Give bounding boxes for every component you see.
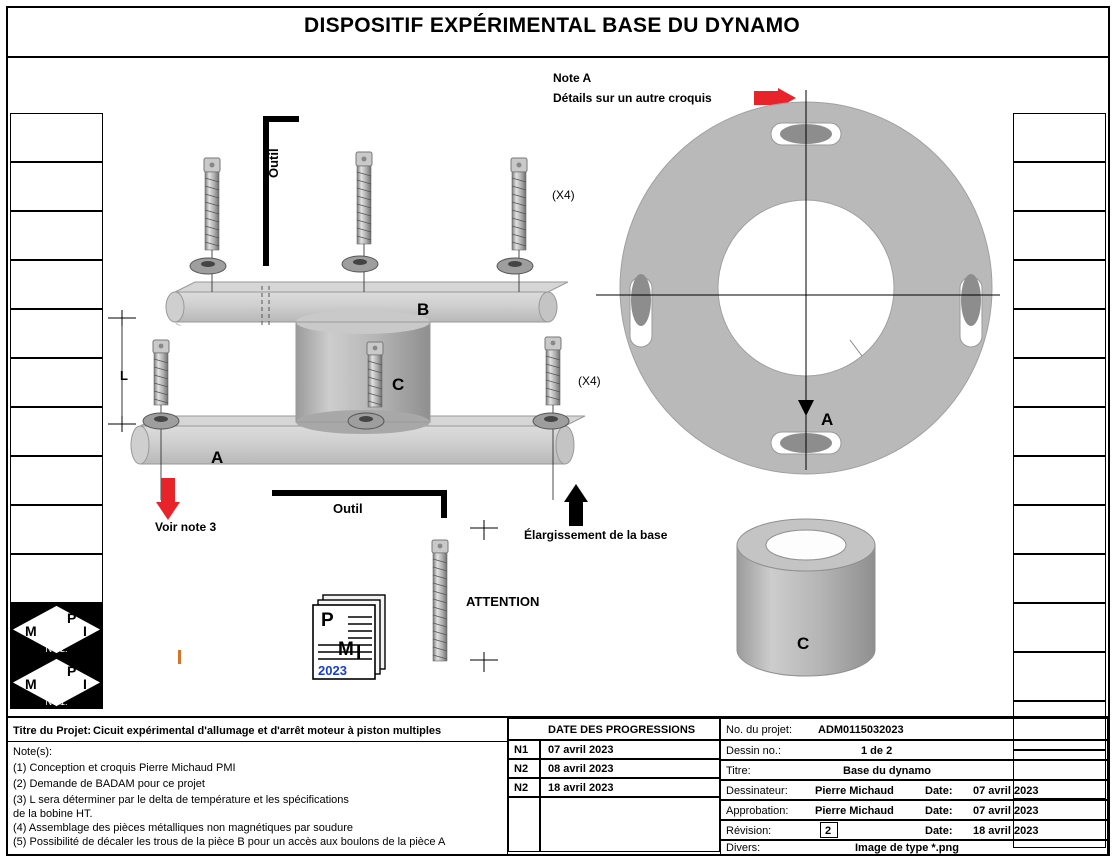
logo-number: N-02. — [45, 644, 68, 654]
note-item: (3) L sera déterminer par le delta de température et les spécifications — [13, 794, 349, 806]
progress-date-cell — [540, 797, 720, 852]
note-item: de la bobine HT. — [13, 808, 93, 820]
info-label: Divers: — [726, 842, 761, 854]
info-row — [720, 820, 1108, 840]
top-view-ring — [596, 90, 1000, 474]
progress-date: 18 avril 2023 — [548, 782, 614, 794]
logo-letter-p: P — [67, 663, 77, 679]
label-part-a: A — [211, 448, 224, 467]
info-date-label: Date: — [925, 825, 953, 837]
label-x4-top: (X4) — [552, 188, 575, 202]
info-label: Dessinateur: — [726, 785, 788, 797]
black-arrow-elargissement — [564, 484, 588, 526]
bolt-mid-right — [533, 337, 569, 500]
label-part-c-bushing: C — [797, 634, 810, 653]
logo-letter-p: P — [67, 610, 77, 626]
info-date-label: Date: — [925, 805, 953, 817]
project-label: Titre du Projet: — [13, 725, 92, 737]
logo-number: N-01. — [45, 697, 68, 707]
bolt-top-right — [497, 158, 533, 292]
info-label: Dessin no.: — [726, 745, 782, 757]
info-date-label: Date: — [925, 785, 953, 797]
info-value: 1 de 2 — [861, 745, 893, 757]
logo-letter-i: I — [83, 623, 87, 639]
titleblock-sep-left — [507, 716, 508, 856]
project-value: Cicuit expérimental d'allumage et d'arrêt moteur à piston multiples — [93, 725, 442, 737]
progress-date: 07 avril 2023 — [548, 744, 614, 756]
logo-letter-m: M — [25, 623, 37, 639]
progress-rev: N1 — [514, 744, 529, 756]
label-x4-mid: (X4) — [578, 374, 601, 388]
info-value: Image de type *.png — [855, 842, 959, 854]
stamp-year: 2023 — [318, 663, 347, 678]
orange-tick — [178, 650, 181, 664]
label-dim-L: L — [120, 368, 128, 383]
stamp-letter-p: P — [321, 610, 334, 631]
info-value: ADM0115032023 — [818, 724, 904, 736]
info-date-value: 07 avril 2023 — [973, 805, 1039, 817]
info-date-value: 18 avril 2023 — [973, 825, 1039, 837]
info-label: Révision: — [726, 825, 772, 837]
logo-letter-i: I — [83, 676, 87, 692]
project-divider — [8, 741, 508, 742]
info-label: No. du projet: — [726, 724, 793, 736]
label-elargissement: Élargissement de la base — [524, 528, 668, 542]
note-a-line2: Détails sur un autre croquis — [553, 91, 712, 105]
stamp-letter-m: M — [338, 639, 354, 660]
label-part-a-topview: A — [821, 410, 834, 429]
bolt-mid-left — [143, 340, 179, 500]
notes-header: Note(s): — [13, 746, 53, 758]
info-date-value: 07 avril 2023 — [973, 785, 1039, 797]
logo-letter-m: M — [25, 676, 37, 692]
note-item: (4) Assemblage des pièces métalliques non magnétiques par soudure — [13, 822, 353, 834]
progress-header: DATE DES PROGRESSIONS — [548, 724, 696, 736]
note-item: (2) Demande de BADAM pour ce projet — [13, 778, 205, 790]
label-voir-note-3: Voir note 3 — [155, 520, 217, 534]
red-arrow-note3 — [156, 478, 180, 520]
page-title: DISPOSITIF EXPÉRIMENTAL BASE DU DYNAMO — [304, 14, 800, 37]
progress-rev: N2 — [514, 763, 529, 775]
label-part-c: C — [392, 375, 405, 394]
progress-rev-cell — [508, 797, 540, 852]
progress-date: 08 avril 2023 — [548, 763, 614, 775]
outil-top-marker — [263, 116, 299, 266]
label-outil-top: Outil — [266, 148, 281, 178]
note-item: (5) Possibilité de décaler les trous de la pièce B pour un accès aux boulons de la pièce A — [13, 836, 446, 848]
label-part-b: B — [417, 300, 430, 319]
progress-rev: N2 — [514, 782, 529, 794]
note-item: (1) Conception et croquis Pierre Michaud PMI — [13, 762, 236, 774]
bolt-top-center — [342, 152, 378, 292]
info-value: Base du dynamo — [843, 765, 932, 777]
label-outil-bottom: Outil — [333, 501, 363, 516]
info-value: Pierre Michaud — [815, 805, 894, 817]
note-a-line1: Note A — [553, 71, 592, 85]
revision-value: 2 — [825, 825, 832, 837]
info-label: Approbation: — [726, 805, 789, 817]
stamp-letter-i: I — [356, 643, 362, 664]
label-attention: ATTENTION — [466, 594, 540, 609]
info-label: Titre: — [726, 765, 751, 777]
info-value: Pierre Michaud — [815, 785, 894, 797]
bolt-top-left — [190, 158, 226, 292]
